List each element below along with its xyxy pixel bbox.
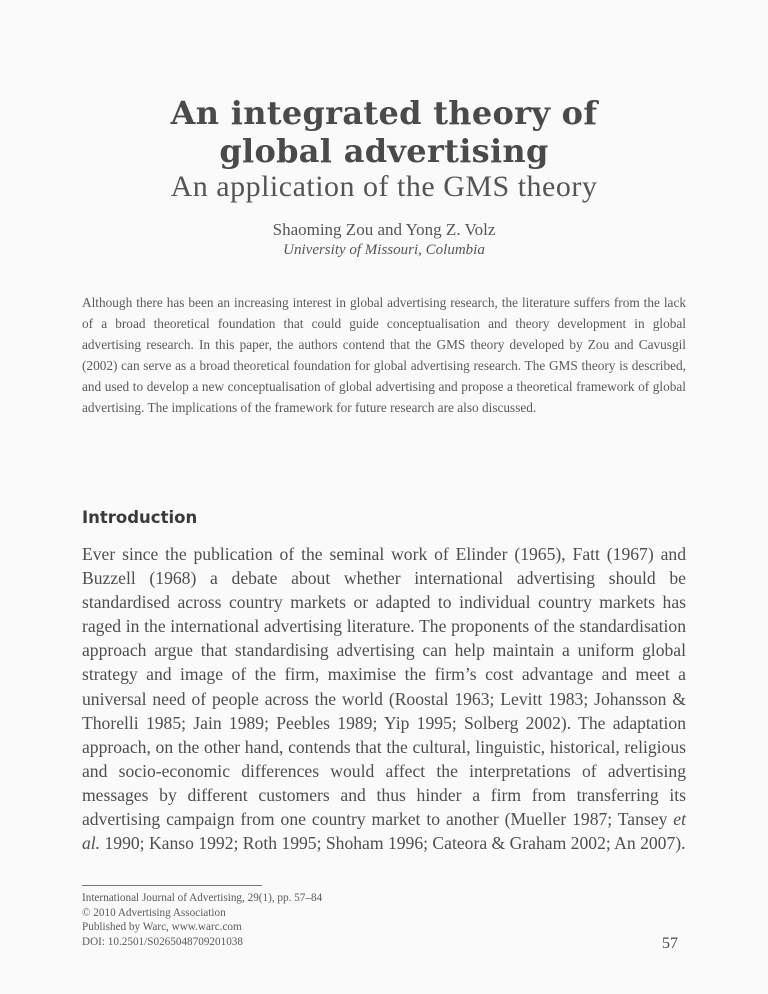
footnote-publisher: Published by Warc, www.warc.com [82, 921, 242, 933]
abstract: Although there has been an increasing interest in global advertising research, the literature suffers from the lack of a broad theoretical foundation that could guide conceptualisation and theory development in global advertising research. In this paper, the authors contend that the GMS theory developed by Zou and Cavusgil (2002) can serve as a broad theoretical foundation for global advertising research. The GMS theory is described, and used to develop a new conceptualisation of global advertising and propose a theoretical framework of global advertising. The implications of the framework for future research are also discussed. [82, 295, 686, 415]
page-number: 57 [662, 935, 678, 952]
body-text-part-2: 1990; Kanso 1992; Roth 1995; Shoham 1996; Cateora & Graham 2002; An 2007). [100, 833, 686, 854]
introduction-body [82, 542, 686, 855]
paper-title-line-2: global advertising [219, 132, 549, 170]
footnote-doi: DOI: 10.2501/S0265048709201038 [82, 935, 243, 948]
paper-title-line-1: An integrated theory of [170, 94, 598, 132]
section-heading-introduction: Introduction [82, 508, 198, 527]
footnote-copyright: © 2010 Advertising Association [82, 906, 226, 919]
title-block [0, 94, 768, 204]
footnote-journal: International Journal of Advertising, 29(1), pp. 57–84 [82, 892, 323, 904]
footnote [82, 891, 322, 949]
body-text-part-1: Ever since the publication of the seminal work of Elinder (1965), Fatt (1967) and Buzzell (1968) a debate about whether international advertising should be standardised across country markets or adapted to individual country markets has raged in the international advertising literature. The proponents of the standardisation approach argue that standardising advertising can help maintain a uniform global strategy and image of the firm, maximise the firm’s cost advantage and meet a universal need of people across the world (Roostal 1963; Levitt 1983; Johansson & Thorelli 1985; Jain 1989; Peebles 1989; Yip 1995; Solberg 2002). The adaptation approach, on the other hand, contends that the cultural, linguistic, historical, religious and socio-economic differences would affect the interpretations of advertising messages by different customers and thus hinder a firm from transferring its advertising campaign from one country market to another (Mueller 1987; Tansey [82, 544, 686, 830]
footnote-divider [82, 885, 262, 886]
body-text-italic: et al. [82, 809, 686, 854]
paper-subtitle: An application of the GMS theory [170, 170, 598, 203]
affiliation: University of Missouri, Columbia [283, 242, 485, 258]
authors: Shaoming Zou and Yong Z. Volz [272, 220, 496, 239]
